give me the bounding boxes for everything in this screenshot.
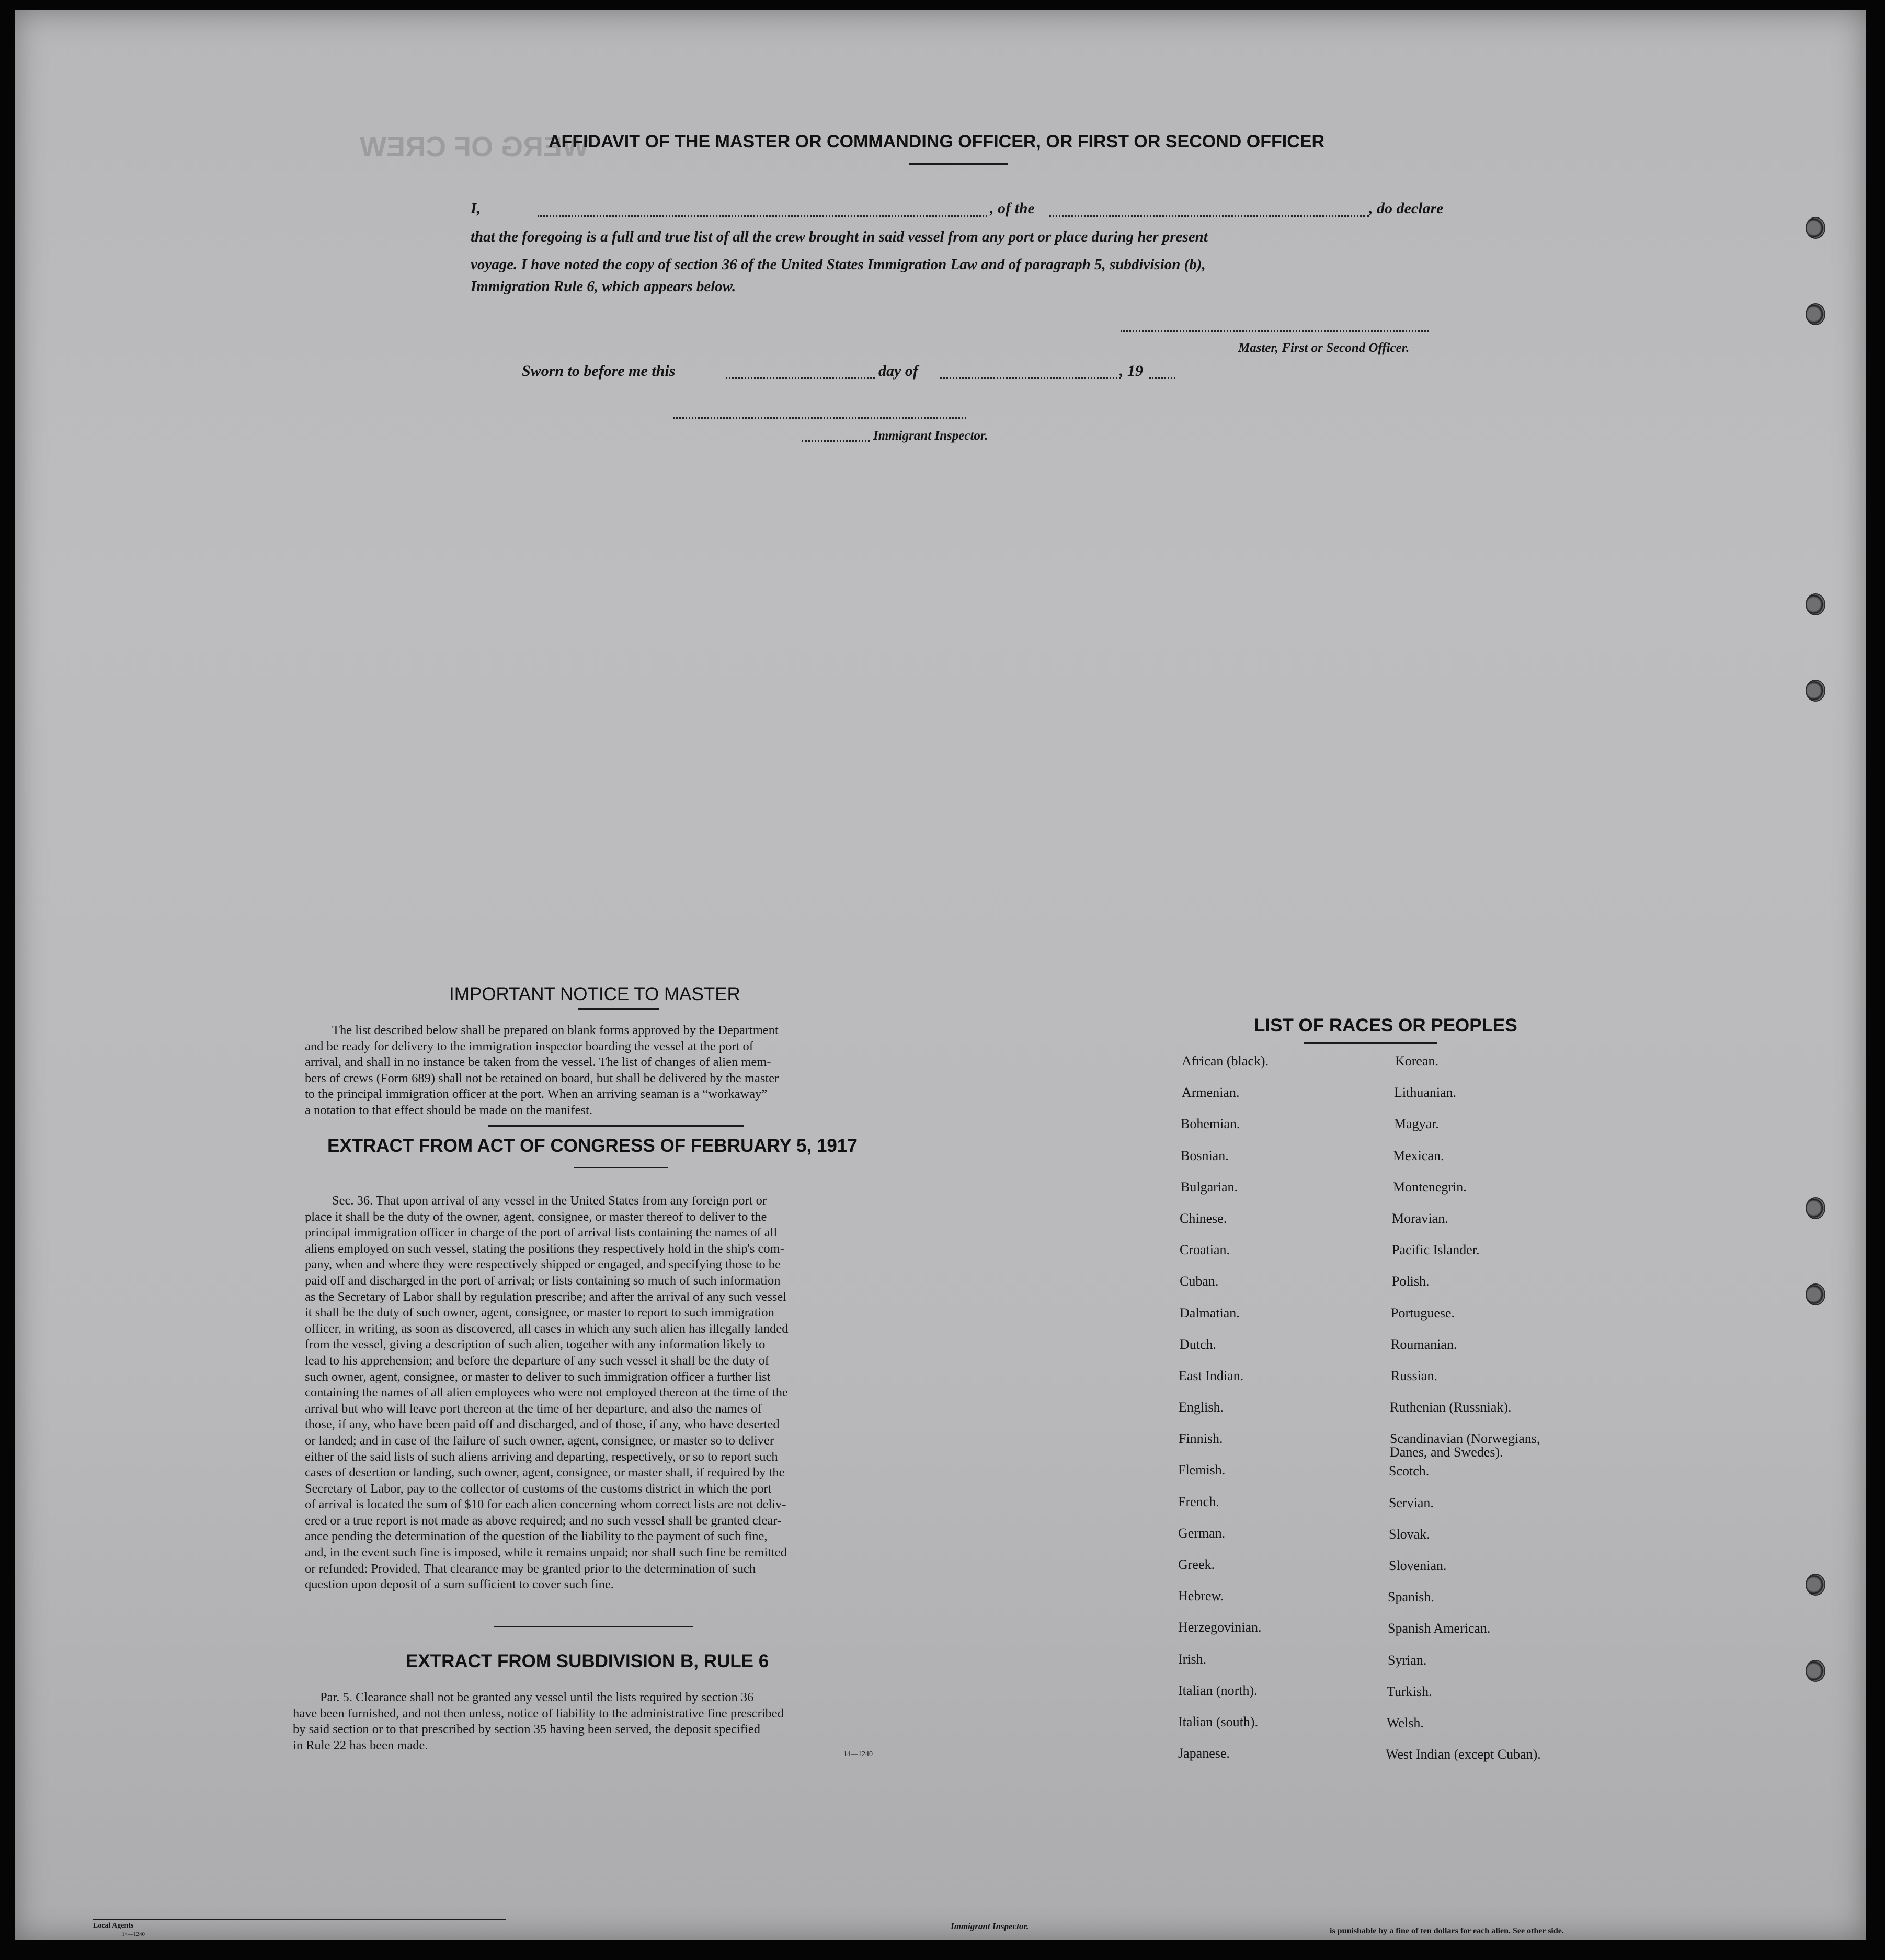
bleed-through: WERG OF CREW <box>360 131 589 163</box>
act-extract-body <box>305 1193 911 1593</box>
race-item: Slovenian. <box>1389 1558 1447 1573</box>
punch-hole <box>1806 303 1825 325</box>
race-item: Spanish. <box>1388 1589 1434 1605</box>
notice-line: and be ready for delivery to the immigration inspector boarding the vessel at the port of <box>305 1039 753 1053</box>
rule-extract-title: EXTRACT FROM SUBDIVISION B, RULE 6 <box>406 1651 769 1671</box>
race-item: Flemish. <box>1178 1462 1226 1478</box>
race-item: Roumanian. <box>1391 1336 1457 1352</box>
race-item: French. <box>1178 1494 1219 1509</box>
notice-body <box>305 1023 911 1118</box>
race-item: Spanish American. <box>1388 1621 1491 1636</box>
race-item: Scotch. <box>1389 1463 1430 1479</box>
race-item: Portuguese. <box>1391 1305 1455 1321</box>
inspector-label: Immigrant Inspector. <box>873 429 988 443</box>
vessel-name-field[interactable] <box>1049 215 1369 217</box>
rule-line: in Rule 22 has been made. <box>293 1738 428 1752</box>
act-line: paid off and discharged in the port of arrival; or lists containing so much of such information <box>305 1273 781 1288</box>
race-item: Slovak. <box>1389 1526 1430 1542</box>
race-item: Dutch. <box>1180 1336 1217 1352</box>
act-line: and, in the event such fine is imposed, while it remains unpaid; nor shall such fine be remitted <box>305 1545 787 1560</box>
race-item: Herzegovinian. <box>1178 1620 1262 1635</box>
affidavit-body-line-1: that the foregoing is a full and true list of all the crew brought in said vessel from any port or place during her present <box>471 228 1208 245</box>
inspector-prefix-field <box>802 440 870 442</box>
race-item: Croatian. <box>1180 1242 1230 1258</box>
race-item: Armenian. <box>1182 1085 1240 1101</box>
race-item: Welsh. <box>1387 1715 1424 1730</box>
footer-center-text: Immigrant Inspector. <box>951 1921 1029 1931</box>
act-line: pany, when and where they were respectively shipped or engaged, and specifying those to be <box>305 1257 781 1272</box>
affidavit-i-label: I, <box>471 200 481 217</box>
notice-line: a notation to that effect should be made on the manifest. <box>305 1103 592 1117</box>
punch-hole <box>1806 1660 1825 1682</box>
race-item: Chinese. <box>1180 1210 1227 1226</box>
punch-hole <box>1806 1574 1825 1596</box>
notice-line: to the principal immigration officer at the port. When an arriving seaman is a “workaway” <box>305 1087 768 1101</box>
day-of-label: day of <box>878 362 918 380</box>
race-item: Turkish. <box>1387 1683 1432 1699</box>
race-item: Cuban. <box>1180 1274 1219 1289</box>
rule-extract-body <box>293 1690 912 1753</box>
notice-bottom-rule <box>488 1125 744 1127</box>
race-item: Magyar. <box>1394 1116 1439 1132</box>
rule-line: have been furnished, and not then unless, notice of liability to the administrative fine prescribed <box>293 1706 784 1721</box>
race-item: Russian. <box>1391 1368 1437 1383</box>
act-line: place it shall be the duty of the owner, agent, consignee, or master thereof to deliver to the <box>305 1209 767 1224</box>
race-item: Bosnian. <box>1181 1148 1229 1163</box>
race-item: English. <box>1179 1400 1224 1415</box>
notice-line: arrival, and shall in no instance be taken from the vessel. The list of changes of alien mem- <box>305 1055 771 1069</box>
act-line: or landed; and in case of the failure of such owner, agent, consignee, or master so to deliver <box>305 1433 774 1448</box>
race-item: East Indian. <box>1179 1368 1244 1383</box>
act-extract-title: EXTRACT FROM ACT OF CONGRESS OF FEBRUARY 5, 1917 <box>327 1136 858 1156</box>
master-signature-field[interactable] <box>1121 330 1429 332</box>
race-item: African (black). <box>1182 1053 1269 1069</box>
sworn-year-field[interactable] <box>1149 377 1175 379</box>
act-bottom-rule <box>494 1626 693 1627</box>
act-line: containing the names of all alien employees who were not employed thereon at the time of the <box>305 1385 788 1400</box>
act-line: arrival but who will leave port thereon at the time of her departure, and also the names of <box>305 1401 762 1416</box>
act-line: aliens employed on such vessel, stating the positions they respectively hold in the ship's com- <box>305 1241 784 1256</box>
punch-hole <box>1806 1283 1825 1305</box>
act-line: such owner, agent, consignee, or master to deliver to such immigration officer a further list <box>305 1369 771 1384</box>
act-line: lead to his apprehension; and before the departure of any such vessel it shall be the duty of <box>305 1353 769 1368</box>
affidavit-of-the-label: , of the <box>990 200 1035 217</box>
race-item: Italian (north). <box>1178 1682 1258 1698</box>
notice-title-rule <box>578 1008 659 1010</box>
race-item: Irish. <box>1178 1651 1207 1667</box>
race-item: Dalmatian. <box>1180 1305 1240 1321</box>
act-line: officer, in writing, as soon as discovered, all cases in which any such alien has illegally landed <box>305 1321 789 1336</box>
act-line: of arrival is located the sum of $10 for each alien concerning whom correct lists are not deliv- <box>305 1497 786 1512</box>
races-title: LIST OF RACES OR PEOPLES <box>1254 1015 1517 1036</box>
form-number: 14—1240 <box>843 1750 873 1758</box>
declarant-name-field[interactable] <box>538 215 987 217</box>
act-line: it shall be the duty of such owner, agent, consignee, or master to report to such immigration <box>305 1305 774 1320</box>
races-left-column <box>1178 1053 1269 1777</box>
act-line: from the vessel, giving a description of such alien, together with any information likely to <box>305 1337 766 1352</box>
notice-line: The list described below shall be prepared on blank forms approved by the Department <box>332 1023 779 1037</box>
races-title-rule <box>1304 1042 1437 1044</box>
act-line: ered or a true report is not made as above required; and no such vessel shall be granted clear- <box>305 1513 782 1528</box>
act-line: those, if any, who have been paid off and discharged, and of those, if any, who have deserted <box>305 1417 780 1432</box>
affidavit-title-rule <box>909 163 1008 165</box>
race-item: Greek. <box>1178 1557 1215 1572</box>
sworn-month-field[interactable] <box>940 377 1121 379</box>
race-item: Montenegrin. <box>1393 1179 1467 1195</box>
act-line: either of the said lists of such aliens arriving and departing, respectively, or so to report such <box>305 1449 778 1464</box>
rule-line: by said section or to that prescribed by section 35 having been served, the deposit specified <box>293 1722 760 1736</box>
act-line: or refunded: Provided, That clearance may be granted prior to the determination of such <box>305 1561 756 1576</box>
race-item: West Indian (except Cuban). <box>1386 1747 1541 1762</box>
act-line: principal immigration officer in charge of the port of arrival lists containing the names of all <box>305 1225 778 1240</box>
document-sheet <box>15 10 1866 1940</box>
race-item: Ruthenian (Russniak). <box>1390 1400 1512 1415</box>
races-right-column <box>1382 1053 1541 1778</box>
race-item: Korean. <box>1395 1053 1439 1069</box>
footer-left-rule <box>93 1919 506 1920</box>
master-signature-label: Master, First or Second Officer. <box>1238 341 1410 355</box>
rule-line: Par. 5. Clearance shall not be granted any vessel until the lists required by section 36 <box>320 1690 754 1704</box>
footer-left-text: Local Agents <box>93 1922 134 1930</box>
affidavit-title: AFFIDAVIT OF THE MASTER OR COMMANDING OFFICER, OR FIRST OR SECOND OFFICER <box>549 132 1324 152</box>
race-item: Moravian. <box>1392 1210 1448 1226</box>
act-line: Secretary of Labor, pay to the collector of customs of the customs district in which the port <box>305 1481 772 1496</box>
affidavit-body-line-2: voyage. I have noted the copy of section 36 of the United States Immigration Law and of paragraph 5, subdivision (b), <box>471 256 1206 273</box>
punch-hole <box>1806 1197 1825 1219</box>
notice-title: IMPORTANT NOTICE TO MASTER <box>449 984 740 1004</box>
race-item: Syrian. <box>1388 1652 1427 1668</box>
affidavit-body-line-3: Immigration Rule 6, which appears below. <box>471 278 736 295</box>
race-item: German. <box>1178 1525 1226 1541</box>
inspector-signature-field[interactable] <box>673 417 966 419</box>
footer-right-text: is punishable by a fine of ten dollars for each alien. See other side. <box>1330 1927 1564 1935</box>
notice-line: bers of crews (Form 689) shall not be retained on board, but shall be delivered by the master <box>305 1071 779 1085</box>
race-item: Polish. <box>1392 1274 1430 1289</box>
race-item: Mexican. <box>1393 1148 1444 1163</box>
sworn-label: Sworn to before me this <box>522 362 676 380</box>
act-line: Sec. 36. That upon arrival of any vessel in the United States from any foreign port or <box>332 1194 767 1208</box>
punch-hole <box>1806 680 1825 702</box>
race-item: Bulgarian. <box>1181 1179 1238 1195</box>
race-item: Scandinavian (Norwegians, Danes, and Swedes). <box>1390 1431 1540 1460</box>
race-item: Finnish. <box>1179 1431 1223 1447</box>
race-item: Pacific Islander. <box>1392 1242 1480 1258</box>
race-item: Lithuanian. <box>1394 1085 1457 1101</box>
punch-hole <box>1806 217 1825 239</box>
footer-left-code: 14—1240 <box>122 1931 145 1938</box>
race-item: Servian. <box>1389 1495 1434 1510</box>
sworn-day-field[interactable] <box>726 377 875 379</box>
race-item: Bohemian. <box>1181 1116 1240 1132</box>
act-line: cases of desertion or landing, such owner, agent, consignee, or master shall, if required by the <box>305 1465 785 1480</box>
act-extract-title-rule <box>574 1167 668 1168</box>
punch-hole <box>1806 593 1825 615</box>
act-line: ance pending the determination of the question of the liability to the payment of such fine, <box>305 1529 768 1544</box>
race-item: Hebrew. <box>1178 1588 1224 1604</box>
year-label: , 19 <box>1119 362 1143 380</box>
affidavit-declare-label: , do declare <box>1369 200 1444 217</box>
act-line: as the Secretary of Labor shall by regulation prescribe; and after the arrival of any such vessel <box>305 1289 787 1304</box>
race-item: Japanese. <box>1178 1746 1230 1761</box>
act-line: question upon deposit of a sum sufficient to cover such fine. <box>305 1577 614 1592</box>
race-item: Italian (south). <box>1178 1714 1259 1729</box>
